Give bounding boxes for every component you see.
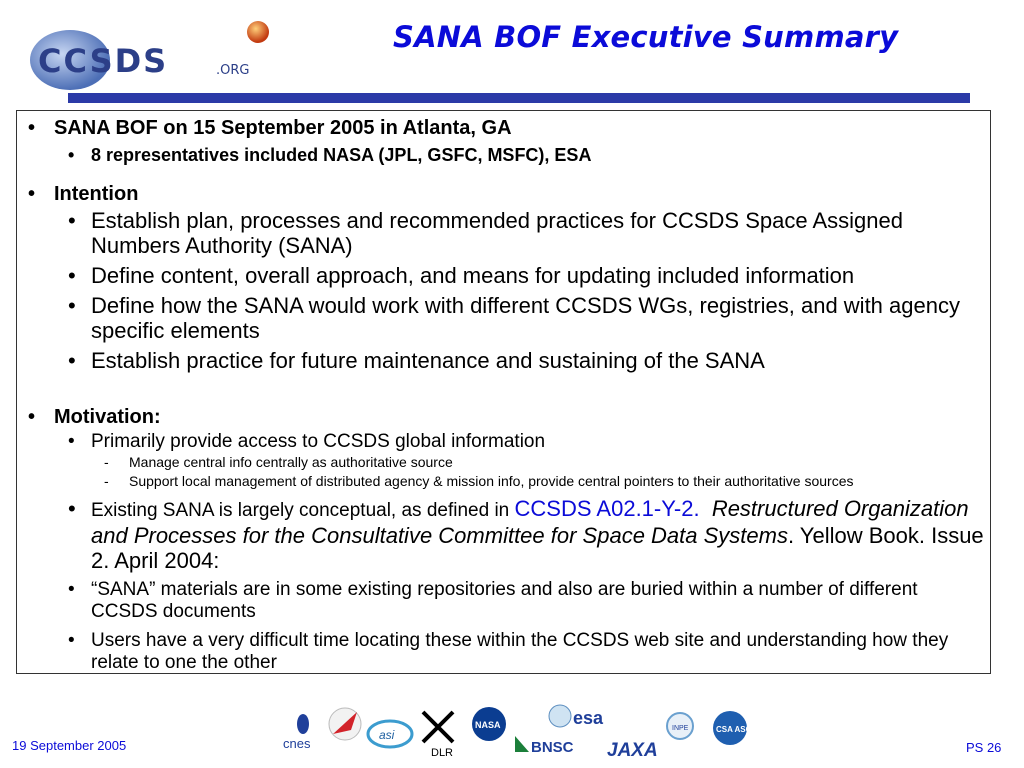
motivation-subitem: - Support local management of distributed agency & mission info, provide central pointers to their authoritative sources xyxy=(28,474,988,489)
ccsds-logo xyxy=(28,18,296,92)
doc-title: Restructured Organization and Processes for the Consultative Committee for Space Data Systems xyxy=(91,496,969,548)
intention-item: • Define content, overall approach, and means for updating included information xyxy=(28,263,988,288)
asi-logo xyxy=(368,721,412,747)
logo-label: CSA ASC xyxy=(716,725,752,734)
intention-item: • Define how the SANA would work with different CCSDS WGs, registries, and with agency specific elements xyxy=(28,293,988,343)
rocket-emblem-logo xyxy=(329,708,361,740)
ccsds-doc-link[interactable]: CCSDS A02.1-Y-2. xyxy=(514,496,700,521)
svg-text:CCSDS: CCSDS xyxy=(38,42,169,80)
motivation-subitem: - Manage central info centrally as authoritative source xyxy=(28,455,988,470)
footer-date: 19 September 2005 xyxy=(12,738,127,753)
logo-label: esa xyxy=(573,708,604,728)
inpe-logo xyxy=(667,713,693,739)
bullet-motivation-heading: • Motivation: xyxy=(28,405,988,429)
nasa-logo xyxy=(472,707,506,741)
motivation-item-existing-sana xyxy=(28,496,988,573)
logo-label: cnes xyxy=(283,736,311,751)
page-number: PS 26 xyxy=(966,740,1002,755)
bullet-bof-sub: • 8 representatives included NASA (JPL, GSFC, MSFC), ESA xyxy=(28,144,988,166)
slide-body xyxy=(28,114,988,674)
motivation-item: • Primarily provide access to CCSDS global information xyxy=(28,431,988,453)
dlr-logo xyxy=(423,712,453,759)
item-text: Existing SANA is largely conceptual, as defined in xyxy=(91,500,515,521)
logo-label: asi xyxy=(379,728,395,742)
logo-label: DLR xyxy=(431,747,454,759)
logo-label: BNSC xyxy=(531,739,574,756)
esa-logo xyxy=(549,705,604,728)
cnes-logo xyxy=(283,714,311,751)
logo-label: INPE xyxy=(672,725,689,732)
intention-item: • Establish plan, processes and recommended practices for CCSDS Space Assigned Numbers Authority (SANA) xyxy=(28,208,988,258)
bullet-bof-heading: • SANA BOF on 15 September 2005 in Atlanta, GA xyxy=(28,116,988,140)
bnsc-logo xyxy=(515,736,574,756)
bullet-intention-heading: • Intention xyxy=(28,182,988,206)
intention-item: • Establish practice for future maintenance and sustaining of the SANA xyxy=(28,348,988,373)
motivation-item: • Users have a very difficult time locating these within the CCSDS web site and understanding how they relate to one the other xyxy=(28,630,988,674)
svg-text:.ORG: .ORG xyxy=(216,63,250,78)
logo-label: NASA xyxy=(475,720,501,730)
motivation-item: • “SANA” materials are in some existing repositories and also are buried within a number of different CCSDS documents xyxy=(28,579,988,623)
item-text: . Yellow Book. Issue 2. April 2004: xyxy=(91,523,984,573)
logo-label: JAXA xyxy=(607,740,658,761)
csa-logo xyxy=(713,711,752,745)
agency-logos xyxy=(275,700,765,768)
jaxa-logo xyxy=(607,740,658,761)
slide-title: SANA BOF Executive Summary xyxy=(393,20,899,54)
title-underline-bar xyxy=(68,93,970,103)
